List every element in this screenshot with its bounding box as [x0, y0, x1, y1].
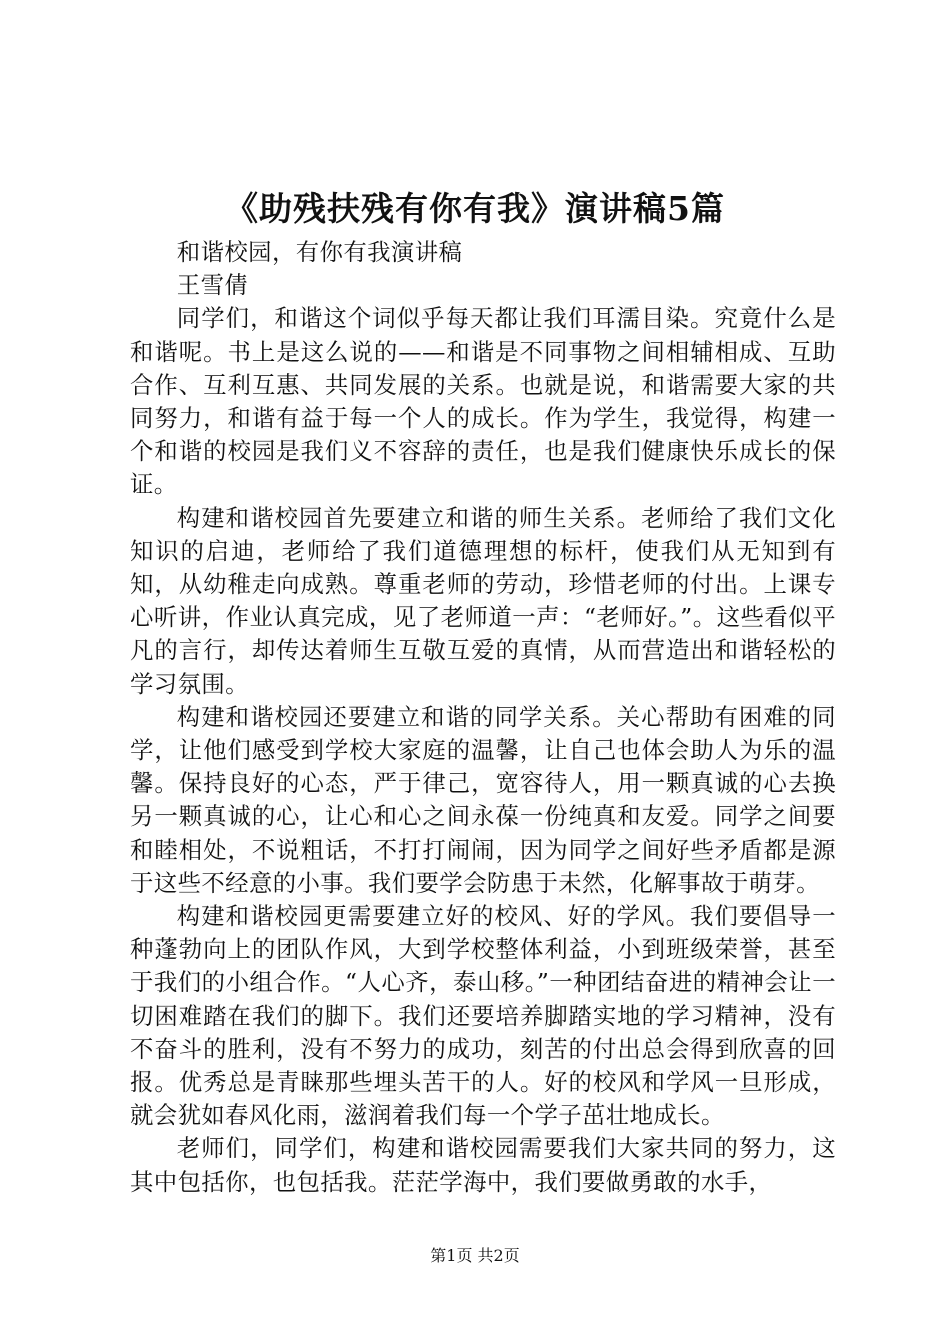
body-paragraph: 老师们，同学们，构建和谐校园需要我们大家共同的努力，这其中包括你，也包括我。茫茫学海中，我们要做勇敢的水手，: [130, 1134, 836, 1196]
body-paragraph: 构建和谐校园首先要建立和谐的师生关系。老师给了我们文化知识的启迪，老师给了我们道德理想的标杆，使我们从无知到有知，从幼稚走向成熟。尊重老师的劳动，珍惜老师的付出。上课专心听讲，作业认真完成，见了老师道一声：“老师好。”。这些看似平凡的言行，却传达着师生互敬互爱的真情，从而营造出和谐轻松的学习氛围。: [130, 503, 836, 698]
speech-subtitle: 和谐校园，有你有我演讲稿: [176, 238, 463, 266]
body-paragraph: 构建和谐校园更需要建立好的校风、好的学风。我们要倡导一种蓬勃向上的团队作风，大到学校整体利益，小到班级荣誉，甚至于我们的小组合作。“人心齐，泰山移。”一种团结奋进的精神会让一切困难踏在我们的脚下。我们还要培养脚踏实地的学习精神，没有不奋斗的胜利，没有不努力的成功，刻苦的付出总会得到欣喜的回报。优秀总是青睐那些埋头苦干的人。好的校风和学风一旦形成，就会犹如春风化雨，滋润着我们每一个学子茁壮地成长。: [130, 902, 836, 1130]
page-number-footer: 第1页 共2页: [430, 1246, 520, 1265]
body-paragraph: 构建和谐校园还要建立和谐的同学关系。关心帮助有困难的同学，让他们感受到学校大家庭的温馨，让自己也体会助人为乐的温馨。保持良好的心态，严于律己，宽容待人，用一颗真诚的心去换另一颗真诚的心，让心和心之间永葆一份纯真和友爱。同学之间要和睦相处，不说粗话，不打打闹闹，因为同学之间好些矛盾都是源于这些不经意的小事。我们要学会防患于未然，化解事故于萌芽。: [130, 702, 836, 897]
document-body: [130, 236, 836, 1199]
author-name: 王雪倩: [176, 271, 249, 300]
body-paragraph: 同学们，和谐这个词似乎每天都让我们耳濡目染。究竟什么是和谐呢。书上是这么说的——和谐是不同事物之间相辅相成、互助合作、互利互惠、共同发展的关系。也就是说，和谐需要大家的共同努力，和谐有益于每一个人的成长。作为学生，我觉得，构建一个和谐的校园是我们义不容辞的责任，也是我们健康快乐成长的保证。: [130, 304, 836, 499]
document-title: 《助残扶残有你有我》演讲稿5篇: [225, 189, 725, 228]
